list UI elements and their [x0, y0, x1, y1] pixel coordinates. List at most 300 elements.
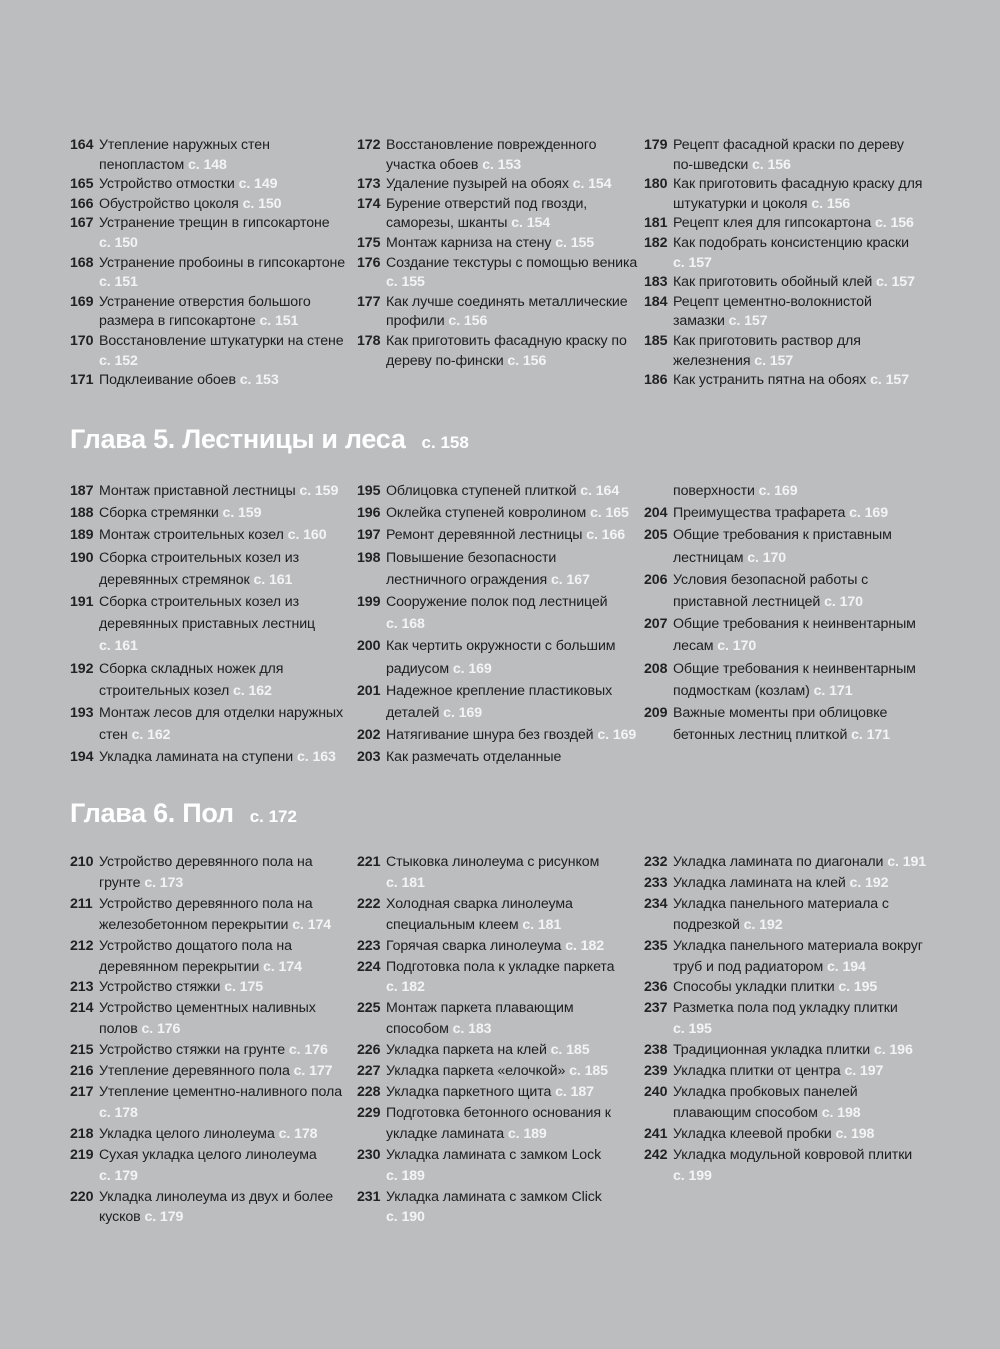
entry-number: 207	[644, 616, 668, 633]
entry-number: 177	[357, 293, 381, 310]
entry-page-ref: с. 171	[851, 727, 890, 744]
entry-title-text: поверхности	[673, 483, 755, 499]
entry-page-ref: с. 191	[887, 854, 927, 870]
entry-number: 232	[644, 854, 668, 870]
toc-entry	[357, 1040, 644, 1061]
entry-title	[386, 136, 644, 175]
entry-page-ref: с. 154	[511, 215, 551, 232]
toc-entry	[644, 524, 931, 568]
entry-title	[386, 852, 644, 894]
entry-title	[386, 680, 644, 724]
entry-page-ref: с. 168	[386, 616, 425, 633]
entry-title-text: Рецепт клея для гипсокартона	[673, 215, 872, 232]
entry-page-ref: с. 198	[821, 1104, 861, 1121]
toc-entry	[644, 894, 931, 936]
toc-section-continued	[70, 136, 980, 391]
entry-title-text: Укладка плитки от центра	[673, 1063, 841, 1080]
toc-entry	[70, 371, 357, 391]
entry-title	[673, 658, 931, 702]
entry-number: 201	[357, 682, 381, 699]
entry-page-ref: с. 185	[550, 1042, 590, 1059]
entry-number: 192	[70, 660, 94, 677]
entry-title	[386, 998, 644, 1040]
entry-title	[99, 332, 357, 371]
toc-entry	[70, 746, 357, 768]
toc-entry	[357, 332, 644, 371]
entry-title-text: Как чертить окружности с большим радиусом	[386, 638, 616, 677]
entry-page-ref: с. 196	[873, 1042, 913, 1059]
entry-title	[99, 502, 357, 524]
entry-page-ref: с. 156	[874, 215, 914, 232]
entry-title	[386, 480, 644, 502]
entry-number: 199	[357, 594, 381, 611]
entry-number: 169	[70, 293, 94, 310]
toc-entry	[70, 591, 357, 658]
toc-entry	[357, 254, 644, 293]
entry-title	[386, 957, 644, 999]
entry-page-ref: с. 179	[99, 1167, 138, 1184]
entry-page-ref: с. 187	[555, 1083, 594, 1100]
entry-title	[99, 524, 357, 546]
entry-title-text: Ремонт деревянной лестницы	[386, 527, 583, 544]
entry-number: 178	[357, 332, 381, 349]
entry-title-text: Условия безопасной работы с приставной лестницей	[673, 571, 869, 611]
entry-page-ref: с. 154	[572, 176, 612, 193]
entry-page-ref: с. 150	[99, 234, 138, 251]
entry-title	[99, 852, 357, 894]
entry-title-text: Устранение отверстия большого размера в гипсокартоне	[99, 293, 311, 330]
entry-number: 194	[70, 749, 94, 766]
entry-number: 174	[357, 195, 381, 212]
entry-number: 202	[357, 727, 381, 744]
entry-number: 195	[357, 483, 381, 499]
toc-entry	[70, 547, 357, 591]
entry-title-text: Восстановление штукатурки на стене	[99, 332, 344, 349]
entry-page-ref: с. 153	[239, 372, 279, 389]
entry-title	[673, 1040, 931, 1061]
toc-entry	[644, 658, 931, 702]
entry-page-ref: с. 174	[263, 958, 302, 975]
entry-title-text: Восстановление поврежденного участка обоев	[386, 137, 597, 173]
entry-number: 198	[357, 549, 381, 566]
entry-title	[386, 195, 644, 234]
entry-title-text: Укладка ламината с замком Lock	[386, 1146, 602, 1163]
entry-number: 224	[357, 958, 381, 975]
toc-entry	[70, 195, 357, 215]
entry-number: 242	[644, 1146, 668, 1163]
entry-title	[673, 502, 931, 524]
toc-entry	[357, 852, 644, 894]
toc-entry	[70, 524, 357, 546]
entry-title	[386, 1061, 644, 1082]
entry-title-text: Устройство дощатого пола на деревянном перекрытии	[99, 937, 292, 975]
toc-entry	[357, 136, 644, 175]
entry-number: 220	[70, 1188, 94, 1205]
entry-title	[673, 332, 931, 371]
entry-title-text: Сборка складных ножек для строительных козел	[99, 660, 284, 699]
entry-title-text: Горячая сварка линолеума	[386, 937, 562, 954]
entry-number: 197	[357, 527, 381, 544]
entry-number: 241	[644, 1125, 668, 1142]
entry-title-text: Оклейка ступеней ковролином	[386, 505, 587, 522]
entry-number: 167	[70, 215, 94, 232]
entry-page-ref: с. 159	[299, 483, 339, 499]
entry-number: 238	[644, 1042, 668, 1059]
toc-column	[70, 852, 357, 1228]
toc-entry	[70, 936, 357, 978]
entry-number: 215	[70, 1042, 94, 1059]
entry-number: 230	[357, 1146, 381, 1163]
entry-title-text: Как приготовить фасадную краску по дереву по-фински	[386, 332, 627, 369]
entry-title-text: Как приготовить обойный клей	[673, 274, 873, 291]
toc-entry	[70, 1124, 357, 1145]
toc-entry	[357, 1187, 644, 1229]
entry-number: 239	[644, 1063, 668, 1080]
toc-entry	[357, 635, 644, 679]
entry-title-text: Общие требования к неинвентарным подмосткам (козлам)	[673, 660, 916, 699]
entry-page-ref: с. 171	[813, 682, 853, 699]
entry-title-text: Удаление пузырей на обоях	[386, 176, 569, 193]
entry-page-ref: с. 155	[386, 274, 425, 291]
entry-title-text: Общие требования к неинвентарным лесам	[673, 616, 916, 655]
toc-entry	[357, 524, 644, 546]
entry-title	[386, 293, 644, 332]
entry-title	[673, 894, 931, 936]
toc-entry	[357, 591, 644, 635]
chapter-page-ref: с. 172	[249, 807, 297, 826]
toc-entry	[644, 613, 931, 657]
toc-entry	[357, 746, 644, 768]
toc-entry	[644, 569, 931, 613]
entry-number: 176	[357, 254, 381, 271]
toc-entry	[357, 175, 644, 195]
entry-page-ref: с. 182	[386, 979, 425, 996]
entry-title	[673, 852, 931, 873]
entry-title-text: Холодная сварка линолеума специальным клеем	[386, 895, 573, 933]
entry-title-text: Создание текстуры с помощью веника	[386, 254, 638, 271]
entry-title-text: Устройство отмостки	[99, 176, 235, 193]
entry-number: 231	[357, 1188, 381, 1205]
entry-number: 193	[70, 705, 94, 722]
entry-title-text: Укладка паркета «елочкой»	[386, 1063, 566, 1080]
entry-page-ref: с. 163	[296, 749, 336, 766]
entry-title-text: Устройство деревянного пола на грунте	[99, 854, 313, 891]
entry-title-text: Устройство цементных наливных полов	[99, 1000, 316, 1038]
entry-page-ref: с. 169	[597, 727, 637, 744]
entry-number: 186	[644, 372, 668, 389]
toc-entry	[644, 1145, 931, 1187]
entry-page-ref: с. 157	[728, 313, 768, 330]
entry-number: 212	[70, 937, 94, 954]
entry-number: 175	[357, 234, 381, 251]
toc-entry	[644, 332, 931, 371]
toc-entry	[644, 136, 931, 175]
entry-title	[673, 998, 931, 1040]
entry-title	[99, 195, 357, 215]
entry-title-text: Устройство деревянного пола на железобетонном перекрытии	[99, 895, 313, 933]
toc-entry	[644, 873, 931, 894]
entry-page-ref: с. 169	[443, 705, 483, 722]
toc-entry	[70, 175, 357, 195]
entry-page-ref: с. 185	[569, 1063, 608, 1080]
entry-number: 171	[70, 372, 94, 389]
entry-title	[386, 1103, 644, 1145]
entry-page-ref: с. 189	[507, 1125, 547, 1142]
toc-entry	[70, 1040, 357, 1061]
entry-title-text: Способы укладки плитки	[673, 979, 835, 996]
toc-entry	[357, 1082, 644, 1103]
entry-number: 211	[70, 895, 93, 912]
entry-page-ref: с. 176	[141, 1021, 181, 1038]
toc-columns	[70, 136, 980, 391]
toc-entry	[70, 1082, 357, 1124]
entry-number: 196	[357, 505, 381, 522]
entry-title	[673, 613, 931, 657]
entry-page-ref: с. 149	[238, 176, 278, 193]
entry-title-text: Разметка пола под укладку плитки	[673, 1000, 898, 1017]
toc-entry	[644, 1082, 931, 1124]
entry-page-ref: с. 161	[253, 571, 293, 588]
toc-entry	[357, 293, 644, 332]
entry-title-text: Укладка целого линолеума	[99, 1125, 275, 1142]
entry-title-text: Укладка пробковых панелей плавающим способом	[673, 1083, 858, 1121]
toc-entry	[357, 1103, 644, 1145]
entry-title	[673, 136, 931, 175]
chapter-page-ref: с. 158	[421, 433, 469, 452]
toc-entry	[644, 175, 931, 214]
entry-title-text: Как лучше соединять металлические профили	[386, 293, 628, 330]
entry-title	[386, 591, 644, 635]
entry-title-text: Традиционная укладка плитки	[673, 1042, 871, 1059]
toc-entry	[70, 136, 357, 175]
entry-number: 189	[70, 527, 94, 544]
chapter-title-text: Глава 6. Пол	[70, 798, 234, 828]
entry-number: 200	[357, 638, 381, 655]
entry-number: 234	[644, 895, 668, 912]
toc-entry	[644, 214, 931, 234]
entry-page-ref: с. 162	[131, 727, 171, 744]
entry-page-ref: с. 195	[673, 1021, 712, 1038]
entry-page-ref: с. 166	[586, 527, 626, 544]
toc-entry	[644, 293, 931, 332]
entry-number: 188	[70, 505, 94, 522]
entry-page-ref: с. 178	[278, 1125, 318, 1142]
entry-number: 172	[357, 137, 381, 153]
entry-page-ref: с. 182	[565, 937, 605, 954]
toc-entry	[644, 1040, 931, 1061]
entry-number: 168	[70, 254, 94, 271]
entry-title-text: Укладка ламината по диагонали	[673, 854, 884, 870]
entry-number: 180	[644, 176, 668, 193]
entry-title	[99, 591, 357, 658]
entry-title	[673, 1061, 931, 1082]
entry-page-ref: с. 183	[452, 1021, 492, 1038]
toc-column	[357, 852, 644, 1228]
entry-title-text: Укладка ламината с замком Click	[386, 1188, 602, 1205]
entry-page-ref: с. 155	[555, 234, 595, 251]
toc-entry	[70, 894, 357, 936]
toc-entry	[357, 680, 644, 724]
entry-number: 237	[644, 1000, 668, 1017]
entry-page-ref: с. 157	[673, 254, 712, 271]
entry-title-text: Устройство стяжки на грунте	[99, 1042, 286, 1059]
toc-entry	[357, 502, 644, 524]
entry-title-text: Укладка панельного материала с подрезкой	[673, 895, 889, 933]
entry-title-text: Подготовка бетонного основания к укладке ламината	[386, 1104, 611, 1142]
entry-title	[386, 1145, 644, 1187]
chapter-title-text: Глава 5. Лестницы и леса	[70, 424, 406, 454]
entry-number: 206	[644, 571, 668, 588]
entry-number	[644, 480, 673, 502]
entry-page-ref: с. 175	[224, 979, 264, 996]
entry-title	[673, 214, 931, 234]
entry-page-ref: с. 156	[448, 313, 488, 330]
entry-title	[673, 1124, 931, 1145]
entry-title-text: Важные моменты при облицовке бетонных лестниц плиткой	[673, 705, 888, 744]
chapter-5-heading	[70, 424, 469, 455]
entry-title-text: Обустройство цоколя	[99, 195, 239, 212]
entry-page-ref: с. 174	[292, 916, 332, 933]
entry-number: 222	[357, 895, 381, 912]
entry-number: 216	[70, 1063, 94, 1080]
entry-page-ref: с. 181	[386, 874, 425, 891]
toc-entry	[70, 1145, 357, 1187]
entry-title	[673, 936, 931, 978]
entry-page-ref: с. 197	[844, 1063, 884, 1080]
toc-entry	[357, 547, 644, 591]
toc-entry	[70, 214, 357, 253]
chapter-6-heading	[70, 798, 297, 829]
toc-entry	[644, 273, 931, 293]
entry-title	[99, 371, 357, 391]
entry-title	[673, 273, 931, 293]
entry-number: 183	[644, 274, 668, 291]
entry-title-text: Монтаж паркета плавающим способом	[386, 1000, 574, 1038]
entry-title	[386, 234, 644, 254]
entry-title	[673, 234, 931, 273]
entry-title-text: Сооружение полок под лестницей	[386, 594, 608, 611]
toc-entry	[357, 195, 644, 234]
entry-page-ref: с. 173	[144, 874, 184, 891]
entry-number: 219	[70, 1146, 94, 1163]
entry-title	[99, 894, 357, 936]
entry-title	[386, 502, 644, 524]
entry-number: 187	[70, 483, 94, 499]
entry-title	[99, 936, 357, 978]
entry-page-ref: с. 181	[522, 916, 562, 933]
chapter-6-entries	[70, 852, 980, 1228]
entry-page-ref: с. 156	[507, 352, 547, 369]
entry-page-ref: с. 178	[99, 1104, 138, 1121]
toc-entry	[70, 1061, 357, 1082]
toc-columns	[70, 852, 980, 1228]
entry-number: 217	[70, 1083, 94, 1100]
entry-number: 236	[644, 979, 668, 996]
entry-number: 164	[70, 137, 94, 153]
entry-title-text: Утепление цементно-наливного пола	[99, 1083, 342, 1100]
toc-column	[357, 136, 644, 391]
entry-title	[673, 175, 931, 214]
entry-title	[99, 1061, 357, 1082]
entry-number: 221	[357, 854, 381, 870]
entry-number: 166	[70, 195, 94, 212]
toc-entry	[357, 1061, 644, 1082]
entry-number: 191	[70, 594, 94, 611]
entry-number: 213	[70, 979, 94, 996]
entry-number: 173	[357, 176, 381, 193]
toc-entry	[357, 894, 644, 936]
entry-title	[99, 746, 357, 768]
entry-title	[673, 524, 931, 568]
entry-page-ref: с. 152	[99, 352, 138, 369]
entry-title-text: Укладка паркета на клей	[386, 1042, 547, 1059]
toc-entry	[644, 480, 931, 502]
chapter-5-entries	[70, 480, 980, 769]
entry-number: 227	[357, 1063, 381, 1080]
entry-title	[99, 702, 357, 746]
entry-title-text: Преимущества трафарета	[673, 505, 846, 522]
toc-entry	[644, 936, 931, 978]
toc-entry	[70, 998, 357, 1040]
toc-entry	[70, 658, 357, 702]
toc-entry	[70, 702, 357, 746]
entry-title-text: Как устранить пятна на обоях	[673, 372, 867, 389]
entry-page-ref: с. 151	[259, 313, 299, 330]
entry-number: 204	[644, 505, 668, 522]
entry-title	[386, 254, 644, 293]
entry-title-text: Утепление деревянного пола	[99, 1063, 290, 1080]
toc-column	[357, 480, 644, 769]
entry-page-ref: с. 161	[99, 638, 138, 655]
entry-title	[386, 524, 644, 546]
entry-number: 179	[644, 137, 668, 153]
entry-title-text: Укладка модульной ковровой плитки	[673, 1146, 913, 1163]
entry-title-text: Повышение безопасности лестничного ограждения	[386, 549, 557, 588]
entry-title-text: Рецепт фасадной краски по дереву по-шведски	[673, 137, 904, 173]
entry-title-text: Сборка стремянки	[99, 505, 219, 522]
entry-title-text: Облицовка ступеней плиткой	[386, 483, 577, 499]
entry-title	[99, 1124, 357, 1145]
entry-title	[99, 480, 357, 502]
entry-page-ref: с. 160	[287, 527, 327, 544]
entry-page-ref: с. 176	[288, 1042, 328, 1059]
entry-title-text: Монтаж карниза на стену	[386, 234, 552, 251]
entry-title	[99, 214, 357, 253]
entry-title	[673, 371, 931, 391]
entry-page-ref: с. 170	[717, 638, 757, 655]
entry-number: 233	[644, 874, 668, 891]
entry-page-ref: с. 151	[99, 274, 138, 291]
entry-page-ref: с. 157	[876, 274, 915, 291]
entry-title-text: Как подобрать консистенцию краски	[673, 234, 909, 251]
entry-title	[99, 998, 357, 1040]
entry-title-text: Укладка клеевой пробки	[673, 1125, 832, 1142]
entry-number: 229	[357, 1104, 381, 1121]
entry-title	[673, 293, 931, 332]
entry-title-text: Укладка панельного материала вокруг труб и под радиатором	[673, 937, 923, 975]
entry-title-text: Монтаж лесов для отделки наружных стен	[99, 705, 344, 744]
entry-title-text: Сборка строительных козел из деревянных стремянок	[99, 549, 300, 588]
entry-title-text: Укладка ламината на ступени	[99, 749, 294, 766]
entry-number: 205	[644, 527, 668, 544]
entry-title-text: Сухая укладка целого линолеума	[99, 1146, 317, 1163]
entry-title	[99, 1082, 357, 1124]
entry-title-text: Утепление наружных стен пенопластом	[99, 137, 270, 173]
toc-entry	[644, 998, 931, 1040]
entry-page-ref: с. 169	[849, 505, 888, 522]
toc-entry	[644, 977, 931, 998]
toc-entry	[70, 502, 357, 524]
